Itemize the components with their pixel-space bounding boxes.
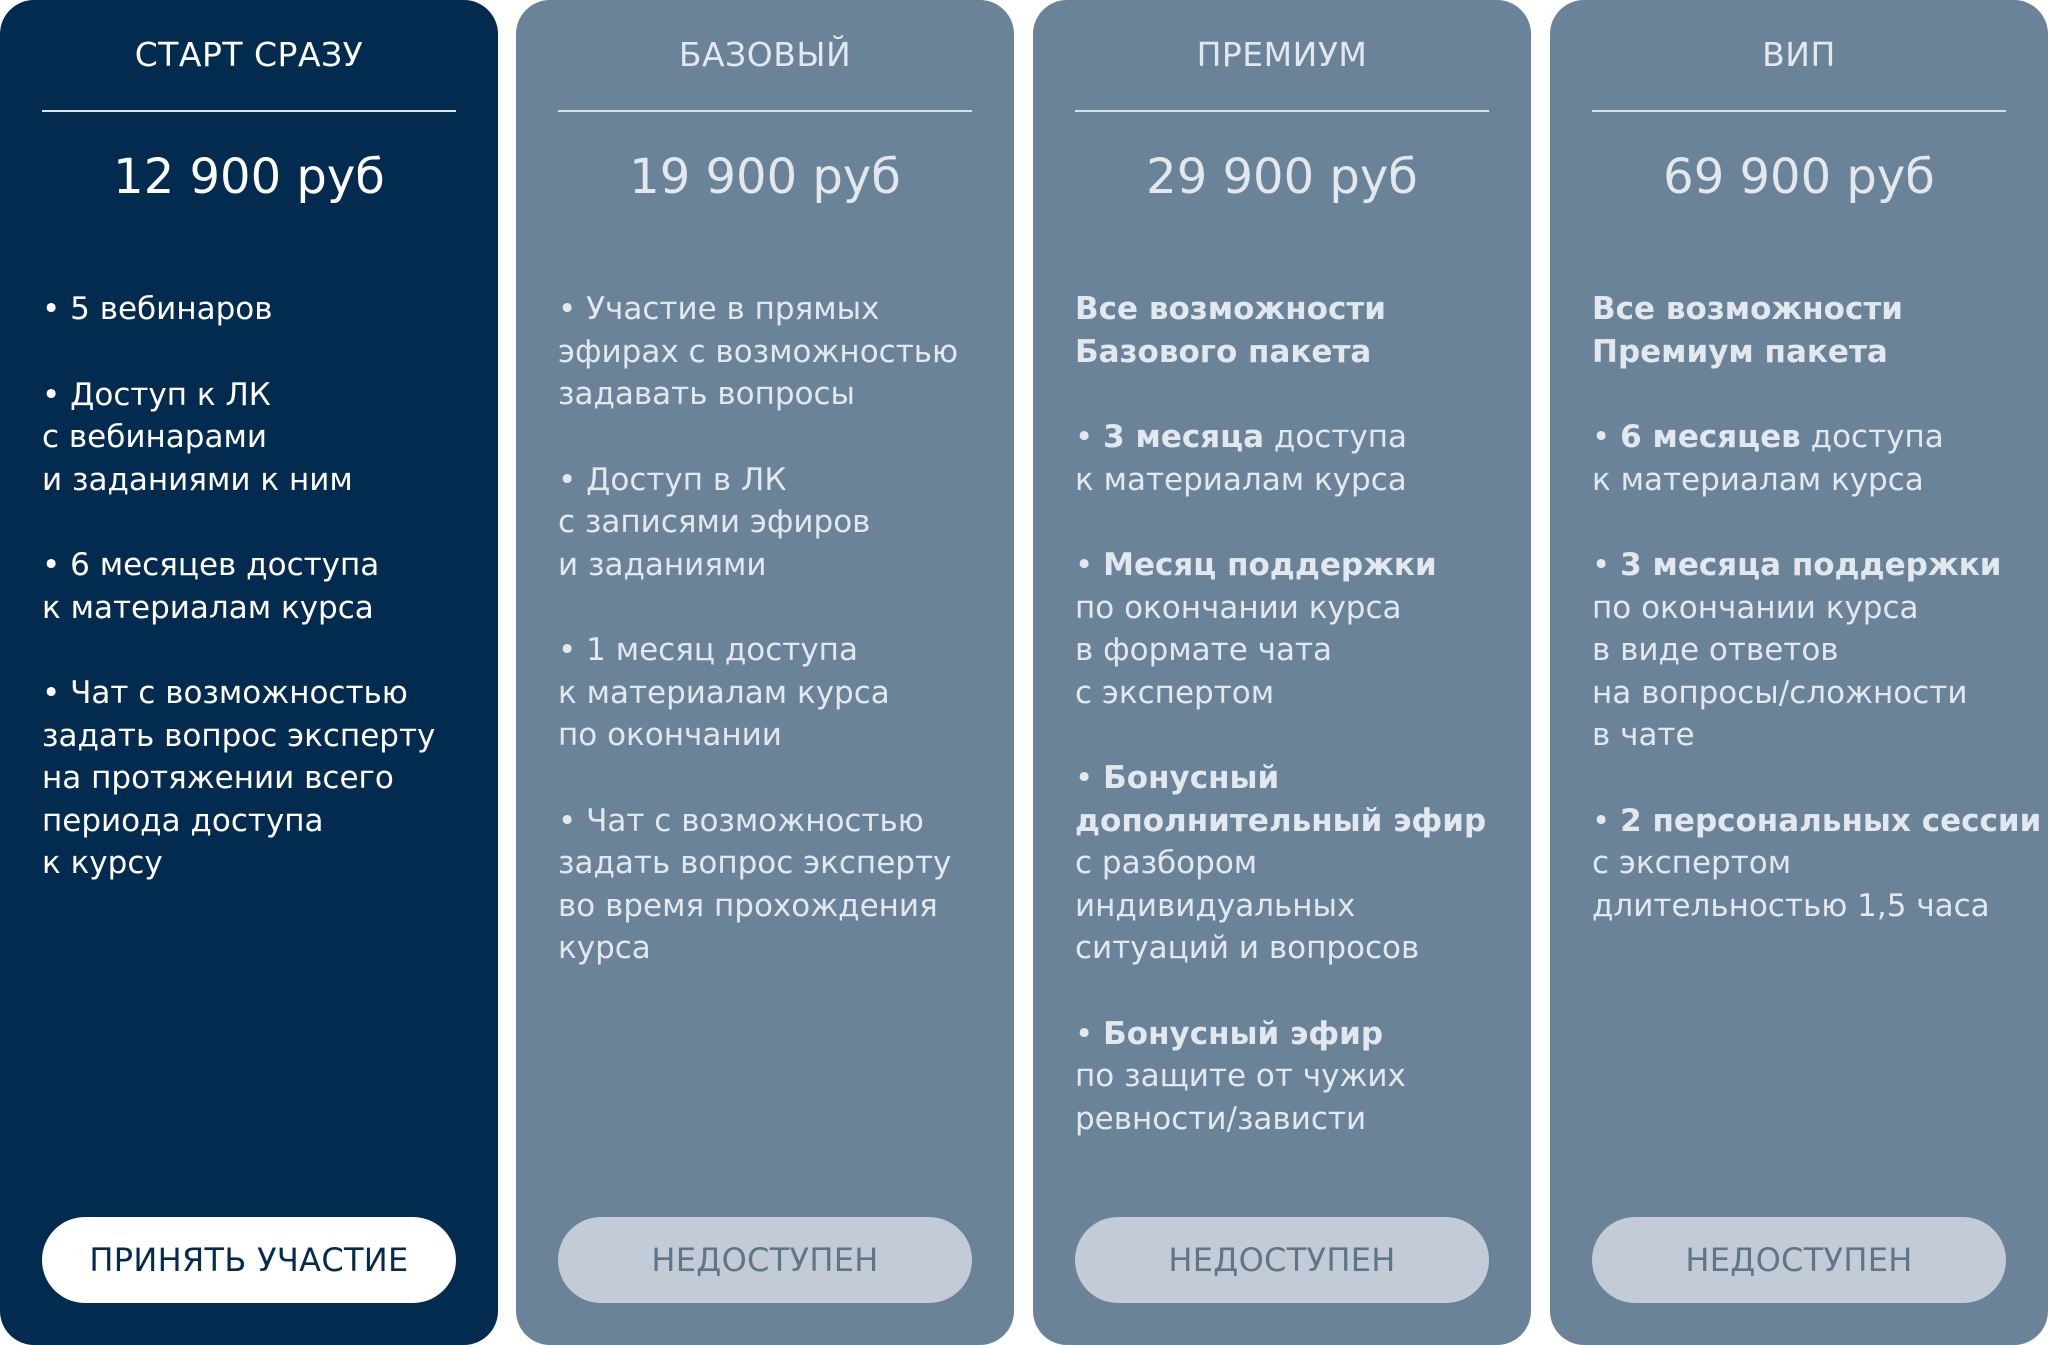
plan-features: [1075, 288, 1489, 1140]
feature-text: по защите от чужих: [1075, 1058, 1406, 1094]
feature-text: к материалам курса: [558, 674, 890, 711]
feature-line: [558, 842, 972, 885]
feature-line: [1075, 885, 1489, 928]
feature-line: [1592, 885, 2006, 928]
feature-line: [558, 885, 972, 928]
feature-text: с записями эфиров: [558, 504, 871, 540]
feature-line: [1592, 288, 2006, 331]
feature-text: длительностью 1,5 часа: [1592, 887, 1990, 924]
feature-line: [558, 288, 972, 331]
feature-text: ситуаций и вопросов: [1075, 930, 1420, 966]
feature-line: [1075, 416, 1489, 459]
feature-line: [42, 544, 456, 587]
plan-card-vip: [1550, 0, 2048, 1345]
feature-text: •: [1592, 802, 1621, 839]
feature-text: доступа: [1800, 419, 1944, 455]
plan-feature: [1075, 288, 1489, 373]
plan-card-start: [0, 0, 498, 1345]
feature-line: [558, 629, 972, 672]
feature-text: и заданиями к ним: [42, 461, 353, 498]
feature-line: [558, 672, 972, 715]
plan-divider: [1075, 110, 1489, 112]
plan-title: ВИП: [1762, 35, 1836, 74]
feature-text: Все возможности: [1075, 291, 1387, 327]
plan-card-basic: [516, 0, 1014, 1345]
feature-text: курса: [558, 930, 651, 966]
plan-title: БАЗОВЫЙ: [678, 35, 852, 74]
feature-line: [1075, 1098, 1489, 1141]
plan-feature: [1075, 1013, 1489, 1141]
feature-line: [1075, 459, 1489, 502]
feature-line: [42, 459, 456, 502]
feature-text: задать вопрос эксперту: [558, 845, 952, 881]
feature-line: [1592, 842, 2006, 885]
feature-line: [1592, 416, 2006, 459]
feature-line: [558, 800, 972, 843]
feature-line: [558, 331, 972, 374]
plan-price: 69 900 руб: [1663, 149, 1935, 205]
feature-text: по окончании курса: [1075, 589, 1402, 626]
unavailable-button[interactable]: НЕДОСТУПЕН: [1592, 1217, 2006, 1303]
plan-title: СТАРТ СРАЗУ: [134, 35, 364, 74]
feature-text: • Участие в прямых: [558, 291, 880, 327]
feature-text: • Доступ в ЛК: [558, 461, 787, 498]
feature-text: •: [1075, 419, 1104, 455]
feature-text: •: [1075, 760, 1104, 796]
feature-line: [1075, 1055, 1489, 1098]
feature-line: [558, 501, 972, 544]
feature-text: к материалам курса: [42, 589, 374, 626]
feature-text: 3 месяца: [1103, 419, 1265, 455]
plan-feature: [558, 288, 972, 416]
plan-price: 12 900 руб: [113, 149, 385, 205]
feature-text: • 5 вебинаров: [42, 291, 273, 327]
feature-text: индивидуальных: [1075, 887, 1356, 924]
feature-text: эфирах с возможностью: [558, 333, 959, 370]
feature-line: [1075, 800, 1489, 843]
feature-text: •: [1075, 547, 1104, 583]
plan-feature: [558, 459, 972, 587]
plan-feature: [42, 374, 456, 502]
feature-line: [558, 714, 972, 757]
feature-line: [1592, 331, 2006, 374]
feature-line: [1592, 459, 2006, 502]
plan-feature: [558, 629, 972, 757]
feature-text: по окончании: [558, 717, 782, 753]
plan-divider: [42, 110, 456, 112]
feature-text: Бонусный: [1103, 760, 1280, 796]
feature-text: в виде ответов: [1592, 632, 1839, 668]
feature-line: [42, 842, 456, 885]
feature-line: [1075, 544, 1489, 587]
feature-line: [42, 800, 456, 843]
feature-line: [42, 374, 456, 417]
plan-divider: [558, 110, 972, 112]
feature-line: [558, 459, 972, 502]
feature-text: к материалам курса: [1075, 461, 1407, 498]
plan-divider: [1592, 110, 2006, 112]
feature-line: [42, 288, 456, 331]
feature-line: [42, 587, 456, 630]
plan-feature: [42, 544, 456, 629]
feature-line: [1592, 672, 2006, 715]
plan-price: 19 900 руб: [629, 149, 901, 205]
feature-text: на протяжении всего: [42, 760, 394, 796]
feature-text: периода доступа: [42, 802, 324, 839]
feature-text: 2 персональных сессии: [1620, 802, 2042, 839]
unavailable-button[interactable]: НЕДОСТУПЕН: [558, 1217, 972, 1303]
feature-text: к курсу: [42, 845, 163, 881]
feature-text: • Чат с возможностью: [558, 802, 924, 839]
feature-text: 3 месяца поддержки: [1620, 547, 2002, 583]
plan-feature: [558, 800, 972, 970]
plan-feature: [42, 288, 456, 331]
plan-feature: [1075, 757, 1489, 970]
plan-card-premium: [1033, 0, 1531, 1345]
feature-text: Все возможности: [1592, 291, 1904, 327]
feature-line: [1592, 800, 2042, 843]
feature-text: на вопросы/сложности: [1592, 674, 1968, 711]
feature-line: [1075, 629, 1489, 672]
feature-text: Месяц поддержки: [1103, 547, 1437, 583]
feature-line: [1592, 544, 2006, 587]
feature-text: в формате чата: [1075, 632, 1333, 668]
feature-text: Базового пакета: [1075, 333, 1372, 370]
feature-line: [1075, 331, 1489, 374]
plan-feature: [1592, 800, 2042, 928]
feature-text: во время прохождения: [558, 887, 938, 924]
feature-text: •: [1592, 547, 1621, 583]
feature-text: Премиум пакета: [1592, 333, 1888, 370]
feature-text: по окончании курса: [1592, 589, 1919, 626]
unavailable-button[interactable]: НЕДОСТУПЕН: [1075, 1217, 1489, 1303]
feature-text: ревности/зависти: [1075, 1100, 1367, 1137]
feature-text: в чате: [1592, 717, 1695, 753]
feature-text: к материалам курса: [1592, 461, 1924, 498]
feature-text: с вебинарами: [42, 419, 267, 455]
feature-line: [42, 672, 456, 715]
feature-line: [1075, 587, 1489, 630]
plan-feature: [1075, 544, 1489, 714]
feature-line: [1075, 672, 1489, 715]
feature-line: [42, 416, 456, 459]
plan-feature: [1592, 288, 2006, 373]
feature-line: [1592, 714, 2006, 757]
feature-line: [1075, 1013, 1489, 1056]
feature-text: • 1 месяц доступа: [558, 632, 858, 668]
plan-feature: [1592, 544, 2006, 757]
plan-feature: [1075, 416, 1489, 501]
feature-line: [1075, 842, 1489, 885]
plan-features: [558, 288, 972, 970]
plan-features: [42, 288, 456, 885]
feature-line: [1592, 629, 2006, 672]
feature-text: доступа: [1264, 419, 1408, 455]
feature-text: •: [1075, 1015, 1104, 1052]
feature-text: задавать вопросы: [558, 376, 856, 412]
feature-line: [1592, 587, 2006, 630]
feature-text: • Доступ к ЛК: [42, 376, 271, 413]
feature-text: с экспертом: [1075, 674, 1275, 711]
feature-text: •: [1592, 419, 1621, 455]
plan-feature: [42, 672, 456, 885]
feature-line: [1075, 927, 1489, 970]
plan-feature: [1592, 416, 2006, 501]
plan-title: ПРЕМИУМ: [1196, 35, 1368, 74]
feature-line: [1075, 288, 1489, 331]
feature-line: [558, 927, 972, 970]
feature-line: [558, 544, 972, 587]
feature-line: [1075, 757, 1489, 800]
feature-text: • Чат с возможностью: [42, 675, 408, 711]
feature-text: задать вопрос эксперту: [42, 717, 436, 754]
feature-text: дополнительный эфир: [1075, 802, 1487, 839]
plan-price: 29 900 руб: [1146, 149, 1418, 205]
feature-text: • 6 месяцев доступа: [42, 547, 380, 583]
feature-text: и заданиями: [558, 546, 767, 583]
feature-line: [42, 757, 456, 800]
feature-text: Бонусный эфир: [1103, 1015, 1384, 1052]
feature-line: [42, 715, 456, 758]
feature-text: с разбором: [1075, 845, 1258, 881]
feature-text: с экспертом: [1592, 845, 1792, 881]
plan-features: [1592, 288, 2042, 927]
join-button[interactable]: ПРИНЯТЬ УЧАСТИЕ: [42, 1217, 456, 1303]
feature-text: 6 месяцев: [1620, 419, 1801, 455]
feature-line: [558, 373, 972, 416]
